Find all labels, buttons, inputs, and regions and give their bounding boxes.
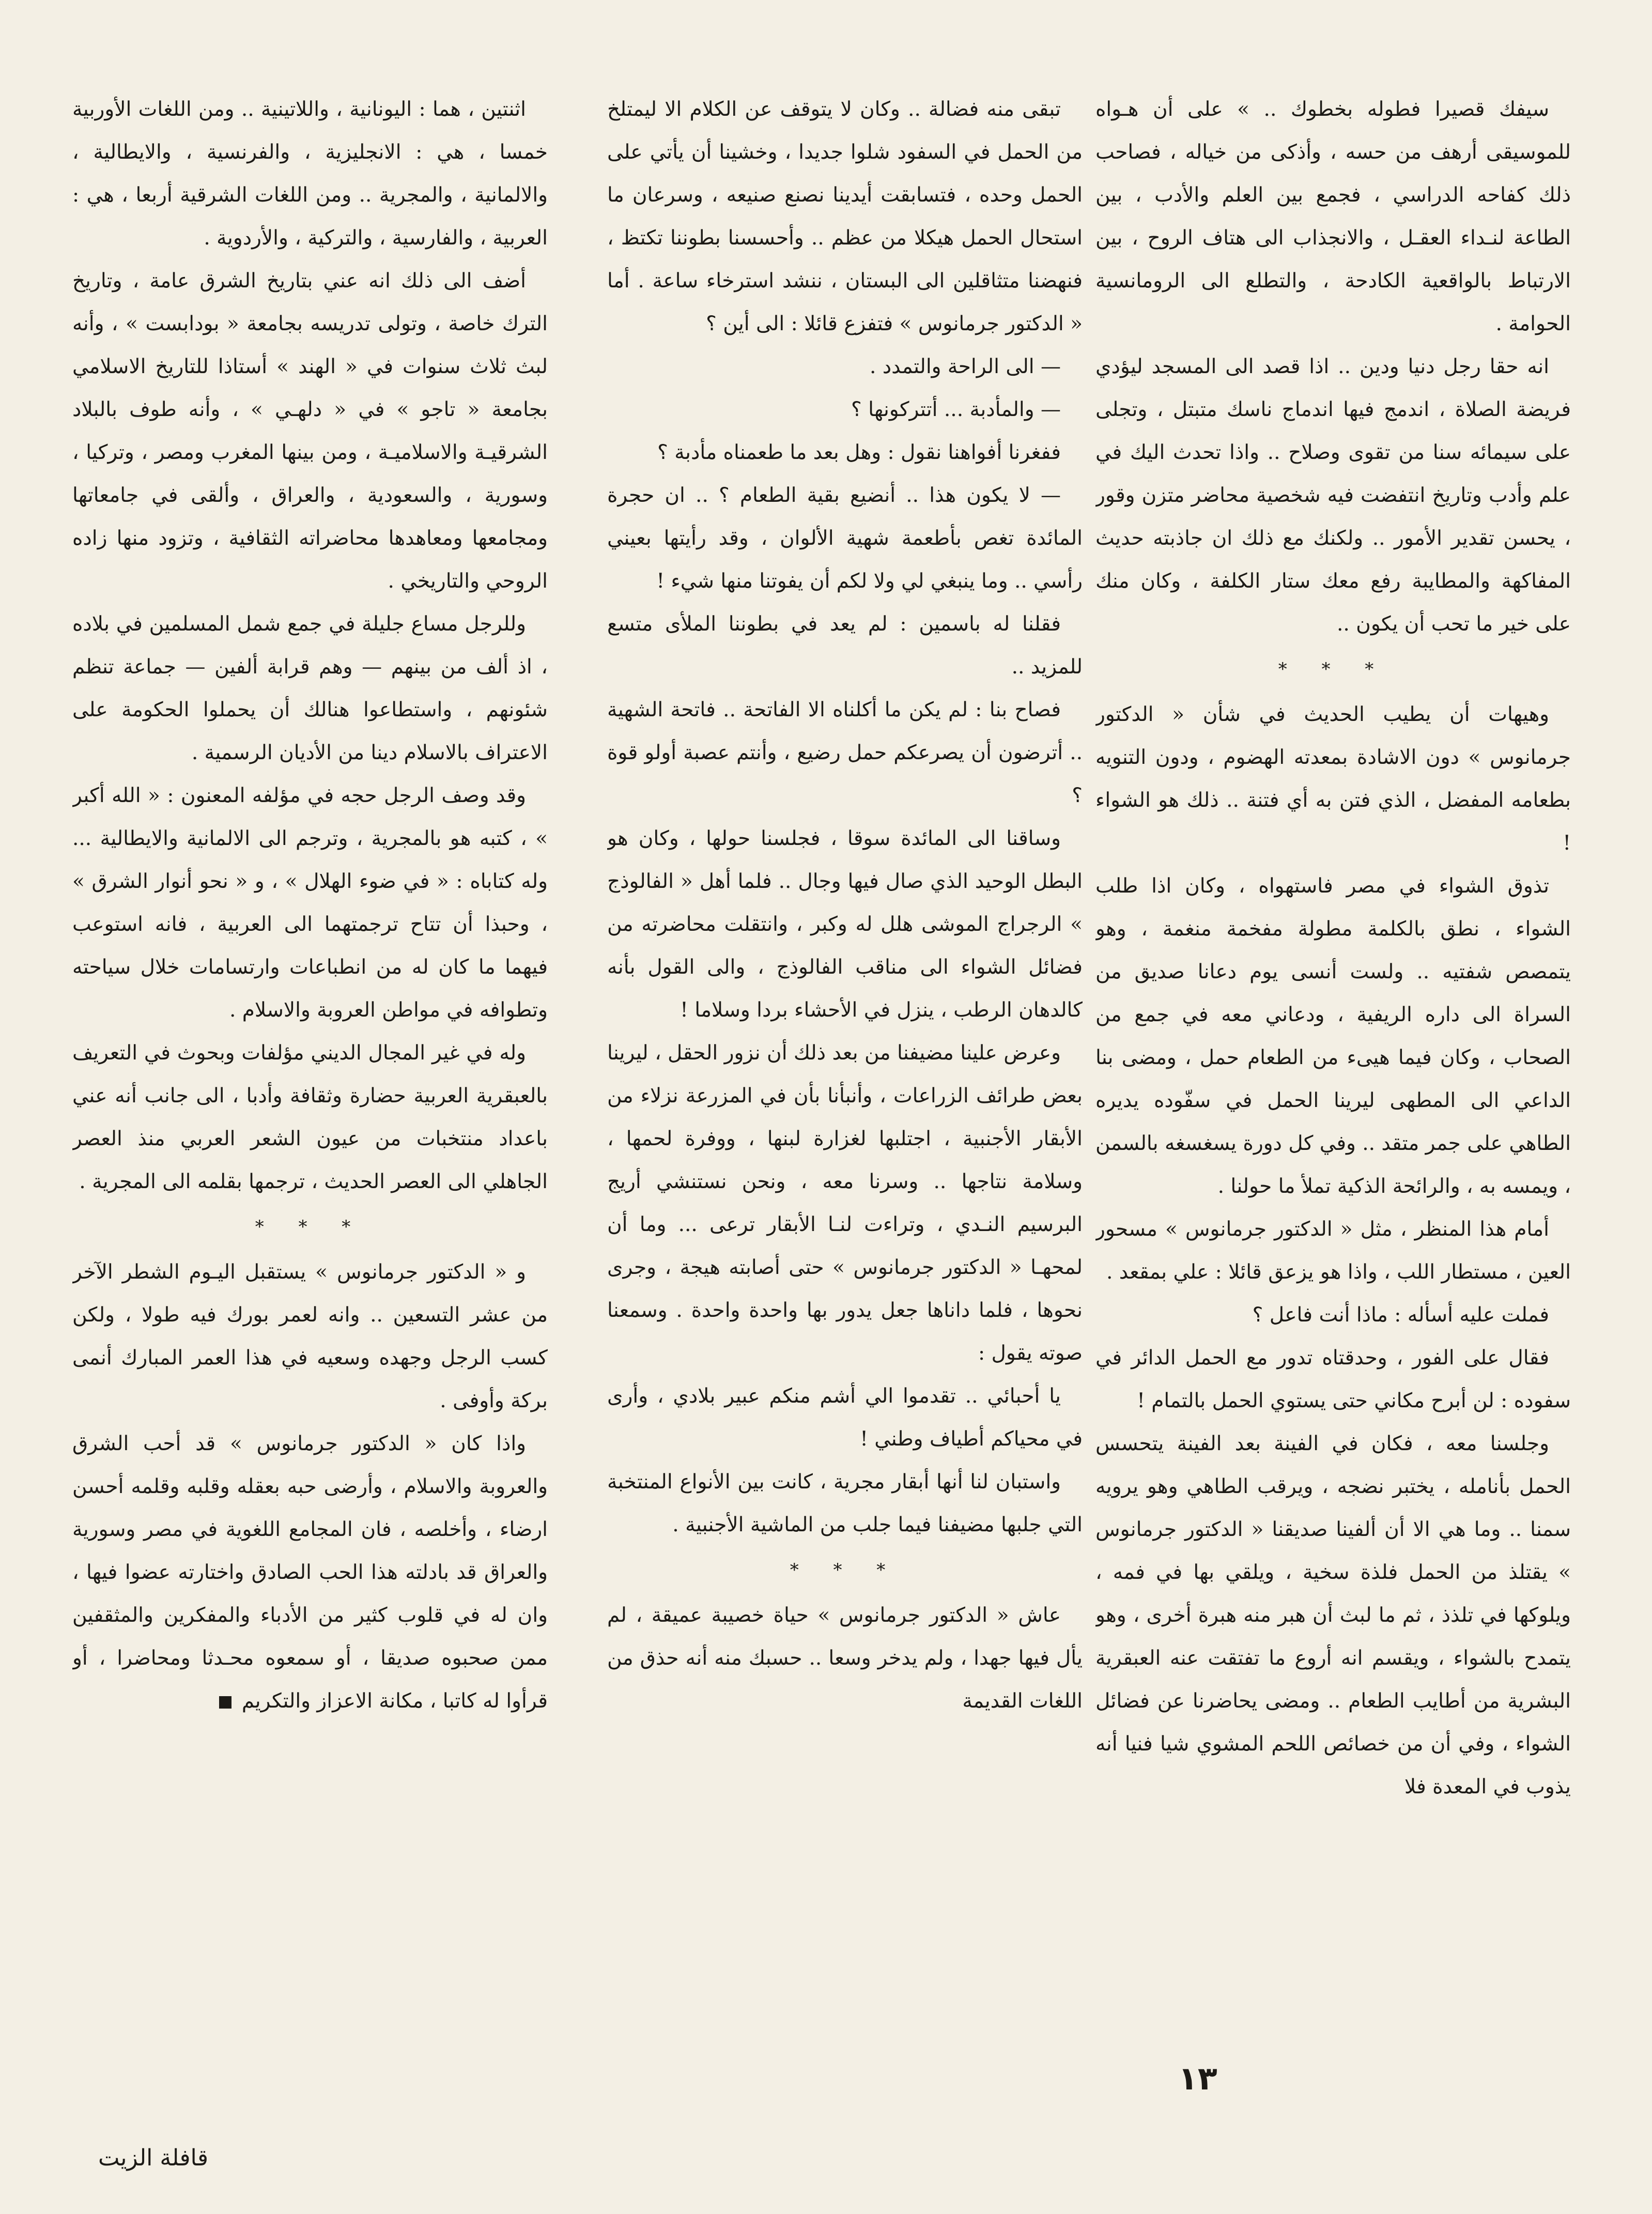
paragraph: وجلسنا معه ، فكان في الفينة بعد الفينة يتحسس الحمل بأنامله ، يختبر نضجه ، ويرقب الطاهي وهو يرويه سمنا .. وما هي الا أن ألفينا صديقنا « الدكتور جرمانوس » يقتلذ من الحمل فلذة سخية ، ويلقي بها في فمه ، ويلوكها في تلذذ ، ثم ما لبث أن هبر منه هبرة أخرى ، وهو يتمدح بالشواء ، ويقسم انه أروع ما تفتقت عنه العبقرية البشرية من أطايب الطعام .. ومضى يحاضرنا عن فضائل الشواء ، وفي أن من خصائص اللحم المشوي شيا فنيا أنه يذوب في المعدة فلا — [1095, 1432, 1571, 1798]
paragraph: فقال على الفور ، وحدقتاه تدور مع الحمل الدائر في سفوده : لن أبرح مكاني حتى يستوي الحمل بالتمام ! — [1095, 1346, 1571, 1412]
paragraph: فصاح بنا : لم يكن ما أكلناه الا الفاتحة .. فاتحة الشهية .. أترضون أن يصرعكم حمل رضيع ، وأنتم عصبة أولو قوة ؟ — [607, 698, 1083, 807]
paragraph: — لا يكون هذا .. أنضيع بقية الطعام ؟ .. ان حجرة المائدة تغص بأطعمة شهية الألوان ، وقد رأيتها بعيني رأسي .. وما ينبغي لي ولا لكم أن يفوتنا منها شيء ! — [607, 484, 1083, 593]
publication-name: قافلة الزيت — [98, 2145, 208, 2171]
paragraph: فقلنا له باسمين : لم يعد في بطوننا الملأى متسع للمزيد .. — [607, 612, 1083, 679]
paragraph: سيفك قصيرا فطوله بخطوك .. » على أن هـواه للموسيقى أرهف من حسه ، وأذكى من خياله ، فصاحب ذلك كفاحه الدراسي ، فجمع بين العلم والأدب ، بين الطاعة لنـداء العقـل ، والانجذاب الى هتاف الروح ، بين الارتباط بالواقعية الكادحة ، والتطلع الى الرومانسية الحوامة . — [1095, 98, 1571, 335]
end-of-article-mark — [219, 1696, 231, 1709]
section-separator: * * * — [1278, 659, 1388, 680]
paragraph: وله في غير المجال الديني مؤلفات وبحوث في التعريف بالعبقرية العربية حضارة وثقافة وأدبا ، الى جانب أنه عني باعداد منتخبات من عيون الشعر العربي منذ العصر الجاهلي الى العصر الحديث ، ترجمها بقلمه الى المجرية . — [72, 1041, 548, 1193]
paragraph: أمام هذا المنظر ، مثل « الدكتور جرمانوس » مسحور العين ، مستطار اللب ، واذا هو يزعق قائلا : علي بمقعد . — [1095, 1218, 1571, 1284]
paragraph: واستبان لنا أنها أبقار مجرية ، كانت بين الأنواع المنتخبة التي جلبها مضيفنا فيما جلب من الماشية الأجنبية . — [607, 1470, 1083, 1536]
paragraph: وللرجل مساع جليلة في جمع شمل المسلمين في بلاده ، اذ ألف من بينهم — وهم قرابة ألفين — جماعة تنظم شئونهم ، واستطاعوا هنالك أن يحملوا الحكومة على الاعتراف بالاسلام دينا من الأديان الرسمية . — [72, 612, 548, 764]
paragraph: واذا كان « الدكتور جرمانوس » قد أحب الشرق والعروبة والاسلام ، وأرضى حبه بعقله وقلبه وقلمه أحسن ارضاء ، وأخلصه ، فان المجامع اللغوية في مصر وسورية والعراق قد بادلته هذا الحب الصادق واختارته عضوا فيها ، وان له في قلوب كثير من الأدباء والمفكرين والمثقفين ممن صحبوه صديقا ، أو سمعوه محـدثا ومحاضرا ، أو قرأوا له كاتبا ، مكانة الاعزاز والتكريم — [72, 1432, 548, 1713]
paragraph: اثنتين ، هما : اليونانية ، واللاتينية .. ومن اللغات الأوربية خمسا ، هي : الانجليزية ، والفرنسية ، والايطالية ، والالمانية ، والمجرية .. ومن اللغات الشرقية أربعا ، هي : العربية ، والفارسية ، والتركية ، والأردوية . — [72, 98, 548, 250]
paragraph: أضف الى ذلك انه عني بتاريخ الشرق عامة ، وتاريخ الترك خاصة ، وتولى تدريسه بجامعة « بودابست » ، وأنه لبث ثلاث سنوات في « الهند » أستاذا للتاريخ الاسلامي بجامعة « تاجو » في « دلهـي » ، وأنه طوف بالبلاد الشرقيـة والاسلاميـة ، ومن بينها المغرب ومصر ، وتركيا ، وسورية ، والسعودية ، والعراق ، وألقى في جامعاتها ومجامعها ومعاهدها محاضراته الثقافية ، وتزود منها زاده الروحي والتاريخي . — [72, 269, 548, 593]
paragraph: انه حقا رجل دنيا ودين .. اذا قصد الى المسجد ليؤدي فريضة الصلاة ، اندمج فيها اندماج ناسك متبتل ، وتجلى على سيمائه سنا من تقوى وصلاح .. واذا تحدث اليك في علم وأدب وتاريخ انتفضت فيه شخصية محاضر متزن وقور ، يحسن تقدير الأمور .. ولكنك مع ذلك ان جاذبته حديث المفاكهة والمطايبة رفع معك ستار الكلفة ، وكان منك على خير ما تحب أن يكون .. — [1095, 355, 1571, 636]
paragraph: و « الدكتور جرمانوس » يستقبل اليـوم الشطر الآخر من عشر التسعين .. وانه لعمر بورك فيه طولا ، ولكن كسب الرجل وجهده وسعيه في هذا العمر المبارك أنمى بركة وأوفى . — [72, 1260, 548, 1412]
paragraph: ففغرنا أفواهنا نقول : وهل بعد ما طعمناه مأدبة ؟ — [657, 441, 1061, 464]
column-middle — [607, 88, 1083, 2062]
paragraph: تذوق الشواء في مصر فاستهواه ، وكان اذا طلب الشواء ، نطق بالكلمة مطولة مفخمة منغمة ، وهو يتمصص شفتيه .. ولست أنسى يوم دعانا صديق من السراة الى داره الريفية ، ودعاني معه في جمع من الصحاب ، وكان فيما هيىء من الطعام حمل ، ومضى بنا الداعي الى المطهى ليرينا الحمل في سفّوده يديره الطاهي على جمر متقد .. وفي كل دورة يسغسغه بالسمن ، ويمسه به ، والرائحة الذكية تملأ ما حولنا . — [1095, 874, 1571, 1198]
column-right — [1095, 88, 1571, 2062]
paragraph: وهيهات أن يطيب الحديث في شأن « الدكتور جرمانوس » دون الاشادة بمعدته الهضوم ، ودون التنويه بطعامه المفضل ، الذي فتن به أي فتنة .. ذلك هو الشواء ! — [1095, 703, 1571, 855]
paragraph: فملت عليه أسأله : ماذا أنت فاعل ؟ — [1252, 1303, 1549, 1327]
page-number: ١٣ — [1178, 2059, 1217, 2097]
paragraph: وساقنا الى المائدة سوقا ، فجلسنا حولها ، وكان هو البطل الوحيد الذي صال فيها وجال .. فلما أهل « الفالوذج » الرجراج الموشى هلل له وكبر ، وانتقلت محاضرته من فضائل الشواء الى مناقب الفالوذج ، والى القول بأنه كالدهان الرطب ، ينزل في الأحشاء بردا وسلاما ! — [607, 827, 1083, 1022]
section-separator: * * * — [255, 1217, 365, 1237]
paragraph: وعرض علينا مضيفنا من بعد ذلك أن نزور الحقل ، ليرينا بعض طرائف الزراعات ، وأنبأنا بأن في المزرعة نزلاء من الأبقار الأجنبية ، اجتلبها لغزارة لبنها ، ووفرة لحمها ، وسلامة نتاجها .. وسرنا معه ، ونحن نستنشي أريج البرسيم النـدي ، وتراءت لنـا الأبقار ترعى ... وما أن لمحهـا « الدكتور جرمانوس » حتى أصابته هيجة ، وجرى نحوها ، فلما داناها جعل يدور بها واحدة واحدة . وسمعنا صوته يقول : — [607, 1041, 1083, 1365]
paragraph: — الى الراحة والتمدد . — [869, 355, 1061, 378]
paragraph: يا أحبائي .. تقدموا الي أشم منكم عبير بلادي ، وأرى في محياكم أطياف وطني ! — [607, 1385, 1083, 1451]
paragraph: عاش « الدكتور جرمانوس » حياة خصيبة عميقة ، لم يأل فيها جهدا ، ولم يدخر وسعا .. حسبك منه أنه حذق من اللغات القديمة — [607, 1604, 1083, 1713]
paragraph: تبقى منه فضالة .. وكان لا يتوقف عن الكلام الا ليمتلخ من الحمل في السفود شلوا جديدا ، وخشينا أن يأتي على الحمل وحده ، فتسابقت أيدينا نصنع صنيعه ، وسرعان ما استحال الحمل هيكلا من عظم .. وأحسسنا بطوننا تكتظ ، فنهضنا متثاقلين الى البستان ، ننشد استرخاء ساعة . أما « الدكتور جرمانوس » فتفزع قائلا : الى أين ؟ — [607, 98, 1083, 335]
column-left — [72, 88, 548, 2062]
paragraph: وقد وصف الرجل حجه في مؤلفه المعنون : « الله أكبر » ، كتبه هو بالمجرية ، وترجم الى الالمانية والايطالية ... وله كتاباه : « في ضوء الهلال » ، و « نحو أنوار الشرق » ، وحبذا أن تتاح ترجمتهما الى العربية ، فانه استوعب فيهما ما كان له من انطباعات وارتسامات خلال سياحته وتطوافه في مواطن العروبة والاسلام . — [72, 784, 548, 1022]
paragraph: — والمأدبة ... أتتركونها ؟ — [851, 398, 1061, 421]
section-separator: * * * — [790, 1560, 900, 1580]
